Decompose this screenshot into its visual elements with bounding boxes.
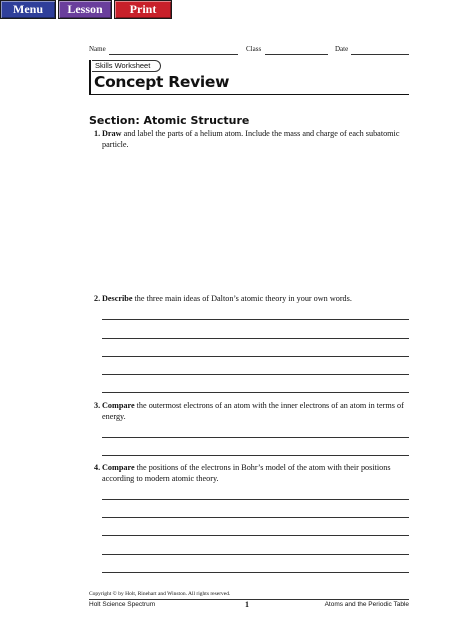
question-2 (94, 293, 412, 304)
question-number: 1. (94, 129, 101, 138)
lesson-button[interactable]: Lesson (58, 0, 112, 19)
answer-line[interactable] (102, 356, 409, 357)
question-1 (94, 128, 412, 150)
question-verb: Compare (102, 401, 135, 410)
title-rule (89, 94, 409, 95)
print-button[interactable]: Print (114, 0, 172, 19)
question-number: 3. (94, 401, 101, 410)
class-label: Class (246, 45, 262, 53)
book-title: Holt Science Spectrum (89, 601, 156, 608)
name-label: Name (89, 45, 106, 53)
answer-line[interactable] (102, 554, 409, 555)
answer-line[interactable] (102, 392, 409, 393)
copyright: Copyright © by Holt, Rinehart and Winston. All rights reserved. (89, 591, 231, 597)
question-number: 2. (94, 294, 101, 303)
question-text: the three main ideas of Dalton’s atomic theory in your own words. (132, 294, 352, 303)
answer-line[interactable] (102, 338, 409, 339)
question-4 (94, 462, 412, 484)
answer-line[interactable] (102, 517, 409, 518)
page-number: 1 (245, 600, 249, 609)
name-field[interactable] (109, 54, 238, 55)
title-bar-accent (89, 60, 91, 95)
question-text: the positions of the electrons in Bohr’s model of the atom with their positions according to modern atomic theory. (102, 463, 391, 483)
date-field[interactable] (351, 54, 409, 55)
answer-line[interactable] (102, 499, 409, 500)
question-number: 4. (94, 463, 101, 472)
question-verb: Draw (102, 129, 122, 138)
question-3 (94, 400, 412, 422)
student-info-row (89, 45, 409, 57)
question-text: the outermost electrons of an atom with the inner electrons of an atom in terms of energy. (102, 401, 404, 421)
question-verb: Describe (102, 294, 133, 303)
question-verb: Compare (102, 463, 135, 472)
question-text: and label the parts of a helium atom. Include the mass and charge of each subatomic particle. (102, 129, 400, 149)
date-label: Date (335, 45, 349, 53)
class-field[interactable] (265, 54, 328, 55)
section-heading: Section: Atomic Structure (89, 114, 250, 127)
answer-line[interactable] (102, 572, 409, 573)
answer-line[interactable] (102, 319, 409, 320)
page-title: Concept Review (94, 73, 230, 91)
top-nav (0, 0, 172, 19)
answer-line[interactable] (102, 535, 409, 536)
menu-button[interactable]: Menu (0, 0, 56, 19)
answer-line[interactable] (102, 455, 409, 456)
answer-line[interactable] (102, 374, 409, 375)
footer-rule (89, 599, 409, 600)
chapter-title: Atoms and the Periodic Table (324, 601, 409, 608)
answer-line[interactable] (102, 437, 409, 438)
skills-worksheet-tab: Skills Worksheet (92, 60, 161, 72)
